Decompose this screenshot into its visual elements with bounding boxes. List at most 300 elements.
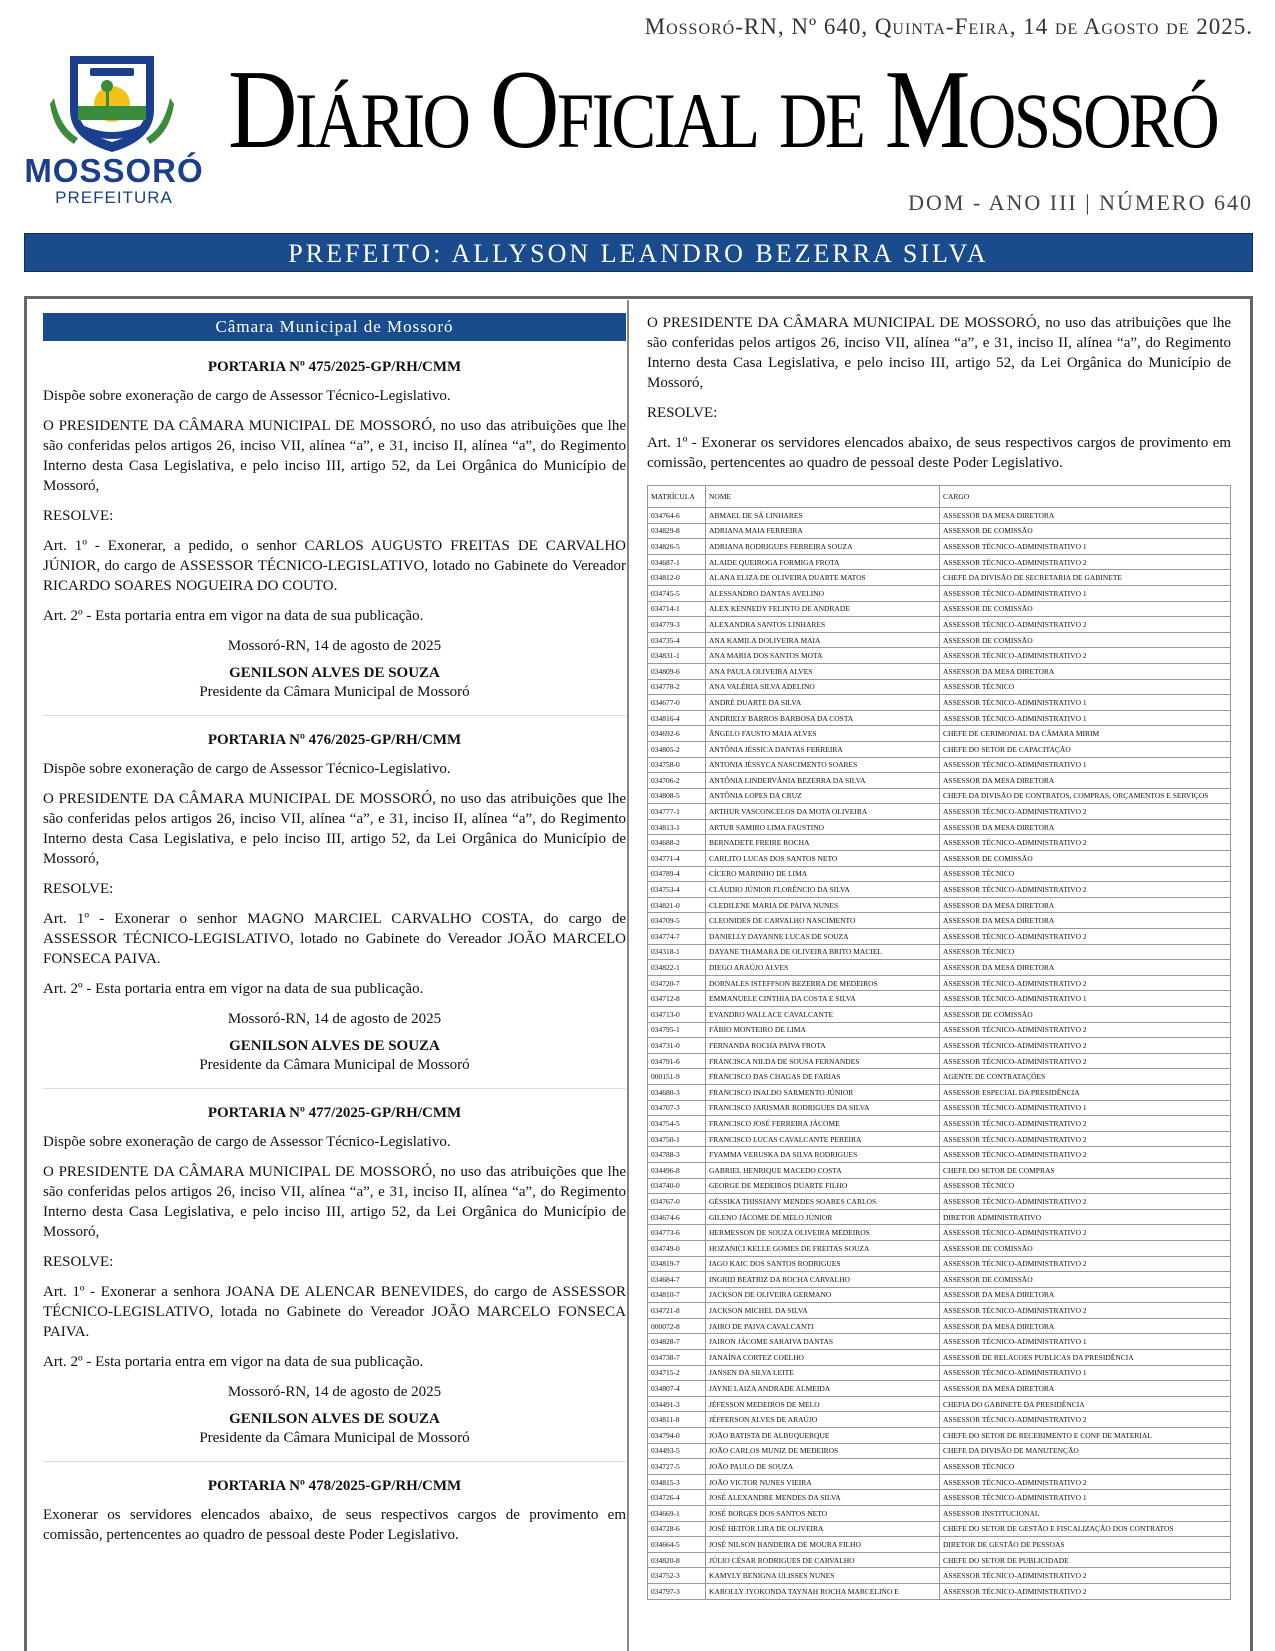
table-row: [648, 1552, 1231, 1568]
nome-cell: CLEONIDES DE CARVALHO NASCIMENTO: [706, 913, 940, 929]
cargo-cell: CHEFE DO SETOR DE RECEBIMENTO E CONF DE MATERIAL: [940, 1428, 1231, 1444]
cargo-cell: ASSESSOR TÉCNICO-ADMINISTRATIVO 1: [940, 585, 1231, 601]
matricula-cell: 034713-0: [648, 1007, 706, 1023]
table-row: [648, 944, 1231, 960]
cargo-cell: ASSESSOR TÉCNICO-ADMINISTRATIVO 2: [940, 554, 1231, 570]
portaria-476: [43, 715, 626, 1074]
nome-cell: FRANCISCO JOSÉ FERREIRA JÁCOME: [706, 1116, 940, 1132]
matricula-cell: 034797-3: [648, 1583, 706, 1599]
nome-cell: ADRIANA MAIA FERREIRA: [706, 523, 940, 539]
matricula-cell: 034820-8: [648, 1552, 706, 1568]
cargo-cell: ASSESSOR TÉCNICO-ADMINISTRATIVO 2: [940, 1412, 1231, 1428]
cargo-cell: ASSESSOR DA MESA DIRETORA: [940, 819, 1231, 835]
cargo-cell: ASSESSOR TÉCNICO-ADMINISTRATIVO 2: [940, 1256, 1231, 1272]
nome-cell: HERMESSON DE SOUZA OLIVEIRA MEDEIROS: [706, 1225, 940, 1241]
matricula-cell: 034826-5: [648, 539, 706, 555]
cargo-cell: ASSESSOR TÉCNICO-ADMINISTRATIVO 2: [940, 1568, 1231, 1584]
matricula-cell: 034715-2: [648, 1365, 706, 1381]
cargo-cell: ASSESSOR DE COMISSÃO: [940, 632, 1231, 648]
logo-city-name: MOSSORÓ: [24, 152, 204, 189]
nome-cell: JÉFESSON MEDEIROS DE MELO: [706, 1396, 940, 1412]
matricula-cell: 034795-1: [648, 1022, 706, 1038]
matricula-cell: 034728-6: [648, 1521, 706, 1537]
cargo-cell: ASSESSOR DA MESA DIRETORA: [940, 1287, 1231, 1303]
matricula-cell: 034318-1: [648, 944, 706, 960]
matricula-cell: 034692-6: [648, 726, 706, 742]
nome-cell: JAYNE LAIZA ANDRADE ALMEIDA: [706, 1381, 940, 1397]
nome-cell: JOÃO VICTOR NUNES VIEIRA: [706, 1474, 940, 1490]
nome-cell: FRANCISCO LUCAS CAVALCANTE PEREIRA: [706, 1131, 940, 1147]
matricula-cell: 034687-1: [648, 554, 706, 570]
column-header-matricula: MATRÍCULA: [648, 486, 706, 508]
table-header-row: [648, 486, 1231, 508]
nome-cell: DIEGO ARAÚJO ALVES: [706, 960, 940, 976]
matricula-cell: 034752-3: [648, 1568, 706, 1584]
cargo-cell: ASSESSOR TÉCNICO-ADMINISTRATIVO 2: [940, 929, 1231, 945]
matricula-cell: 034821-0: [648, 897, 706, 913]
nome-cell: FRANCISCA NILDA DE SOUSA FERNANDES: [706, 1053, 940, 1069]
portaria-signer: GENILSON ALVES DE SOUZA: [229, 1038, 440, 1054]
table-row: [648, 1256, 1231, 1272]
portaria-art1: Art. 1º - Exonerar a senhora JOANA DE ALENCAR BENEVIDES, do cargo de ASSESSOR TÉCNICO-LEGISLATIVO, lotada no Gabinete do Vereador JOÃO MARCELO FONSECA PAIVA.: [43, 1284, 626, 1340]
coat-of-arms-icon: [50, 48, 174, 158]
cargo-cell: ASSESSOR DE COMISSÃO: [940, 601, 1231, 617]
matricula-cell: 034810-7: [648, 1287, 706, 1303]
matricula-cell: 034674-6: [648, 1209, 706, 1225]
matricula-cell: 034805-2: [648, 741, 706, 757]
table-row: [648, 897, 1231, 913]
portaria-475: [43, 359, 626, 701]
matricula-cell: 034815-3: [648, 1474, 706, 1490]
cargo-cell: CHEFE DA DIVISÃO DE CONTRATOS, COMPRAS, ORÇAMENTOS E SERVIÇOS: [940, 788, 1231, 804]
nome-cell: GABRIEL HENRIQUE MACEDO COSTA: [706, 1162, 940, 1178]
nome-cell: BERNADETE FREIRE ROCHA: [706, 835, 940, 851]
portaria-date: Mossoró-RN, 14 de agosto de 2025: [227, 638, 442, 654]
cargo-cell: ASSESSOR TÉCNICO-ADMINISTRATIVO 1: [940, 1365, 1231, 1381]
portaria-title: PORTARIA Nº 475/2025-GP/RH/CMM: [207, 359, 462, 375]
nome-cell: ANTONIA JÉSSYCA NASCIMENTO SOARES: [706, 757, 940, 773]
nome-cell: FÁBIO MONTEIRO DE LIMA: [706, 1022, 940, 1038]
nome-cell: IAGO KAIC DOS SANTOS RODRIGUES: [706, 1256, 940, 1272]
nome-cell: FYAMMA VERUSKA DA SILVA RODRIGUES: [706, 1147, 940, 1163]
matricula-cell: 034669-1: [648, 1506, 706, 1522]
matricula-cell: 034677-0: [648, 695, 706, 711]
cargo-cell: ASSESSOR TÉCNICO-ADMINISTRATIVO 2: [940, 1053, 1231, 1069]
table-row: [648, 1209, 1231, 1225]
portaria-title: PORTARIA Nº 476/2025-GP/RH/CMM: [207, 732, 462, 748]
nome-cell: INGRID BEATRIZ DA ROCHA CARVALHO: [706, 1272, 940, 1288]
table-row: [648, 695, 1231, 711]
table-row: [648, 1506, 1231, 1522]
nome-cell: JOÃO BATISTA DE ALBUQUERQUE: [706, 1428, 940, 1444]
table-row: [648, 741, 1231, 757]
table-row: [648, 710, 1231, 726]
cargo-cell: ASSESSOR DA MESA DIRETORA: [940, 913, 1231, 929]
cargo-cell: ASSESSOR TÉCNICO-ADMINISTRATIVO 2: [940, 804, 1231, 820]
cargo-cell: ASSESSOR TÉCNICO: [940, 679, 1231, 695]
nome-cell: ALESSANDRO DANTAS AVELINO: [706, 585, 940, 601]
table-row: [648, 554, 1231, 570]
portaria-date: Mossoró-RN, 14 de agosto de 2025: [227, 1384, 442, 1400]
cargo-cell: CHEFE DO SETOR DE COMPRAS: [940, 1162, 1231, 1178]
portaria-477: [43, 1088, 626, 1447]
nome-cell: DAYANE THAMARA DE OLIVEIRA BRITO MACIEL: [706, 944, 940, 960]
nome-cell: ALEX KENNEDY FELINTO DE ANDRADE: [706, 601, 940, 617]
table-row: [648, 1225, 1231, 1241]
portaria-signer: GENILSON ALVES DE SOUZA: [229, 1411, 440, 1427]
nome-cell: JANAÍNA CORTEZ COELHO: [706, 1350, 940, 1366]
right-column: [647, 313, 1231, 1600]
matricula-cell: 034753-4: [648, 882, 706, 898]
nome-cell: CLEDILENE MARIA DE PAIVA NUNES: [706, 897, 940, 913]
cargo-cell: AGENTE DE CONTRATAÇÕES: [940, 1069, 1231, 1085]
matricula-cell: 034829-8: [648, 523, 706, 539]
nome-cell: GEORGE DE MEDEIROS DUARTE FILHO: [706, 1178, 940, 1194]
cargo-cell: ASSESSOR TÉCNICO-ADMINISTRATIVO 2: [940, 1194, 1231, 1210]
table-row: [648, 835, 1231, 851]
nome-cell: JOSÉ BORGES DOS SANTOS NETO: [706, 1506, 940, 1522]
nome-cell: ÂNGELO FAUSTO MAIA ALVES: [706, 726, 940, 742]
cargo-cell: ASSESSOR TÉCNICO-ADMINISTRATIVO 2: [940, 975, 1231, 991]
nome-cell: ANA VALÉRIA SILVA ADELINO: [706, 679, 940, 695]
cargo-cell: ASSESSOR DA MESA DIRETORA: [940, 897, 1231, 913]
table-row: [648, 1521, 1231, 1537]
portaria-title: PORTARIA Nº 478/2025-GP/RH/CMM: [207, 1478, 462, 1494]
matricula-cell: 034789-4: [648, 866, 706, 882]
cargo-cell: ASSESSOR DA MESA DIRETORA: [940, 773, 1231, 789]
portaria-signer-role: Presidente da Câmara Municipal de Mossoró: [199, 1430, 470, 1446]
table-row: [648, 539, 1231, 555]
table-row: [648, 1116, 1231, 1132]
nome-cell: ANTÔNIA JÉSSICA DANTAS FERREIRA: [706, 741, 940, 757]
table-row: [648, 991, 1231, 1007]
nome-cell: CÍCERO MARINHO DE LIMA: [706, 866, 940, 882]
nome-cell: FRANCISCO JARISMAR RODRIGUES DA SILVA: [706, 1100, 940, 1116]
portaria-art2: Art. 2º - Esta portaria entra em vigor na data de sua publicação.: [43, 1354, 424, 1370]
table-row: [648, 648, 1231, 664]
nome-cell: JAIRO DE PAIVA CAVALCANTI: [706, 1318, 940, 1334]
table-row: [648, 1568, 1231, 1584]
cargo-cell: ASSESSOR DE COMISSÃO: [940, 851, 1231, 867]
portaria-art1: Art. 1º - Exonerar os servidores elencados abaixo, de seus respectivos cargos de provimento em comissão, pertencentes ao quadro de pessoal deste Poder Legislativo.: [647, 435, 1231, 471]
matricula-cell: 034749-0: [648, 1240, 706, 1256]
cargo-cell: ASSESSOR TÉCNICO-ADMINISTRATIVO 1: [940, 695, 1231, 711]
portaria-signer-role: Presidente da Câmara Municipal de Mossoró: [199, 684, 470, 700]
table-row: [648, 1022, 1231, 1038]
cargo-cell: DIRETOR DE GESTÃO DE PESSOAS: [940, 1537, 1231, 1553]
matricula-cell: 034735-4: [648, 632, 706, 648]
nome-cell: JOSÉ HEITOR LIRA DE OLIVEIRA: [706, 1521, 940, 1537]
nome-cell: GÉSSIKA THISSIANY MENDES SOARES CARLOS: [706, 1194, 940, 1210]
table-row: [648, 1474, 1231, 1490]
nome-cell: JÉFFERSON ALVES DE ARAÚJO: [706, 1412, 940, 1428]
matricula-cell: 034491-3: [648, 1396, 706, 1412]
table-row: [648, 1007, 1231, 1023]
cargo-cell: ASSESSOR TÉCNICO-ADMINISTRATIVO 2: [940, 1583, 1231, 1599]
matricula-cell: 034767-0: [648, 1194, 706, 1210]
table-row: [648, 523, 1231, 539]
cargo-cell: DIRETOR ADMINISTRATIVO: [940, 1209, 1231, 1225]
prefeitura-logo: [24, 48, 204, 208]
cargo-cell: ASSESSOR DE COMISSÃO: [940, 523, 1231, 539]
cargo-cell: ASSESSOR TÉCNICO-ADMINISTRATIVO 1: [940, 757, 1231, 773]
cargo-cell: ASSESSOR DE RELACOES PUBLICAS DA PRESIDÊNCIA: [940, 1350, 1231, 1366]
matricula-cell: 034809-6: [648, 663, 706, 679]
nome-cell: ARTUR SAMIRO LIMA FAUSTINO: [706, 819, 940, 835]
matricula-cell: 034707-3: [648, 1100, 706, 1116]
portaria-ementa: Dispõe sobre exoneração de cargo de Assessor Técnico-Legislativo.: [43, 388, 451, 404]
nome-cell: GILENO JÁCOME DE MELO JÚNIOR: [706, 1209, 940, 1225]
portaria-resolve: RESOLVE:: [43, 881, 114, 897]
table-row: [648, 819, 1231, 835]
table-row: [648, 913, 1231, 929]
matricula-cell: 034706-2: [648, 773, 706, 789]
matricula-cell: 034791-6: [648, 1053, 706, 1069]
matricula-cell: 034493-5: [648, 1443, 706, 1459]
newspaper-masthead: Diário Oficial de Mossoró: [228, 48, 1218, 172]
cargo-cell: ASSESSOR TÉCNICO: [940, 1459, 1231, 1475]
portaria-resolve: RESOLVE:: [43, 508, 114, 524]
matricula-cell: 034828-7: [648, 1334, 706, 1350]
cargo-cell: ASSESSOR TÉCNICO-ADMINISTRATIVO 1: [940, 710, 1231, 726]
cargo-cell: ASSESSOR TÉCNICO-ADMINISTRATIVO 2: [940, 1022, 1231, 1038]
nome-cell: KAROLLY JYOKONDA TAYNAH ROCHA MARCELINO E: [706, 1583, 940, 1599]
portaria-art2: Art. 2º - Esta portaria entra em vigor na data de sua publicação.: [43, 981, 424, 997]
table-row: [648, 1084, 1231, 1100]
nome-cell: JÚLIO CÉSAR RODRIGUES DE CARVALHO: [706, 1552, 940, 1568]
nome-cell: JACKSON MICHEL DA SILVA: [706, 1303, 940, 1319]
matricula-cell: 034664-5: [648, 1537, 706, 1553]
table-row: [648, 1459, 1231, 1475]
table-row: [648, 851, 1231, 867]
column-header-nome: NOME: [706, 486, 940, 508]
cargo-cell: ASSESSOR TÉCNICO-ADMINISTRATIVO 2: [940, 1131, 1231, 1147]
cargo-cell: ASSESSOR DA MESA DIRETORA: [940, 960, 1231, 976]
cargo-cell: ASSESSOR DE COMISSÃO: [940, 1272, 1231, 1288]
table-row: [648, 1100, 1231, 1116]
nome-cell: ANTÔNIA LOPES DA CRUZ: [706, 788, 940, 804]
nome-cell: JOÃO PAULO DE SOUZA: [706, 1459, 940, 1475]
matricula-cell: 034680-3: [648, 1084, 706, 1100]
portaria-art2: Art. 2º - Esta portaria entra em vigor na data de sua publicação.: [43, 608, 424, 624]
portaria-ementa: Dispõe sobre exoneração de cargo de Assessor Técnico-Legislativo.: [43, 1134, 451, 1150]
servers-table: [647, 485, 1231, 1600]
table-row: [648, 632, 1231, 648]
cargo-cell: ASSESSOR INSTITUCIONAL: [940, 1506, 1231, 1522]
matricula-cell: 034831-1: [648, 648, 706, 664]
matricula-cell: 034774-7: [648, 929, 706, 945]
matricula-cell: 034778-2: [648, 679, 706, 695]
nome-cell: FRANCISCO DAS CHAGAS DE FARIAS: [706, 1069, 940, 1085]
matricula-cell: 034822-1: [648, 960, 706, 976]
table-row: [648, 1131, 1231, 1147]
nome-cell: HOZANICI KELLE GOMES DE FREITAS SOUZA: [706, 1240, 940, 1256]
cargo-cell: CHEFE DO SETOR DE GESTÃO E FISCALIZAÇÃO DOS CONTRATOS: [940, 1521, 1231, 1537]
portaria-resolve: RESOLVE:: [43, 1254, 114, 1270]
table-row: [648, 1350, 1231, 1366]
matricula-cell: 034779-3: [648, 617, 706, 633]
matricula-cell: 034773-6: [648, 1225, 706, 1241]
cargo-cell: CHEFIA DO GABINETE DA PRESIDÊNCIA: [940, 1396, 1231, 1412]
table-row: [648, 508, 1231, 524]
cargo-cell: ASSESSOR TÉCNICO: [940, 944, 1231, 960]
matricula-cell: 034788-3: [648, 1147, 706, 1163]
matricula-cell: 034771-4: [648, 851, 706, 867]
cargo-cell: ASSESSOR TÉCNICO: [940, 1178, 1231, 1194]
nome-cell: FRANCISCO INALDO SARMENTO JÚNIOR: [706, 1084, 940, 1100]
nome-cell: ABMAEL DE SÁ LINHARES: [706, 508, 940, 524]
cargo-cell: ASSESSOR DA MESA DIRETORA: [940, 1318, 1231, 1334]
table-row: [648, 1162, 1231, 1178]
nome-cell: ANDRÉ DUARTE DA SILVA: [706, 695, 940, 711]
matricula-cell: 034731-0: [648, 1038, 706, 1054]
portaria-art1: Art. 1º - Exonerar o senhor MAGNO MARCIEL CARVALHO COSTA, do cargo de ASSESSOR TÉCNICO-LEGISLATIVO, lotado no Gabinete do Vereador JOÃO MARCELO FONSECA PAIVA.: [43, 911, 626, 967]
matricula-cell: 034745-5: [648, 585, 706, 601]
matricula-cell: 034758-0: [648, 757, 706, 773]
table-row: [648, 726, 1231, 742]
table-row: [648, 882, 1231, 898]
table-row: [648, 929, 1231, 945]
cargo-cell: ASSESSOR TÉCNICO-ADMINISTRATIVO 2: [940, 617, 1231, 633]
matricula-cell: 034714-1: [648, 601, 706, 617]
matricula-cell: 000072-8: [648, 1318, 706, 1334]
matricula-cell: 034754-5: [648, 1116, 706, 1132]
portaria-preamble: O PRESIDENTE DA CÂMARA MUNICIPAL DE MOSSORÓ, no uso das atribuições que lhe são conferidas pelos artigos 26, inciso VII, alínea “a”, e 31, inciso II, alínea “a”, do Regimento Interno desta Casa Legislativa, e pelo inciso III, artigo 52, da Lei Orgânica do Município de Mossoró,: [43, 1164, 626, 1240]
matricula-cell: 034740-0: [648, 1178, 706, 1194]
matricula-cell: 034794-0: [648, 1428, 706, 1444]
table-row: [648, 1272, 1231, 1288]
table-row: [648, 663, 1231, 679]
cargo-cell: ASSESSOR TÉCNICO-ADMINISTRATIVO 2: [940, 1474, 1231, 1490]
table-row: [648, 1583, 1231, 1599]
table-row: [648, 1334, 1231, 1350]
table-row: [648, 679, 1231, 695]
portaria-478: [43, 1461, 626, 1545]
matricula-cell: 034816-4: [648, 710, 706, 726]
nome-cell: ARTHUR VASCONCELOS DA MOTA OLIVEIRA: [706, 804, 940, 820]
table-row: [648, 804, 1231, 820]
matricula-cell: 034808-5: [648, 788, 706, 804]
table-row: [648, 1396, 1231, 1412]
portaria-signer-role: Presidente da Câmara Municipal de Mossoró: [199, 1057, 470, 1073]
table-row: [648, 1303, 1231, 1319]
cargo-cell: ASSESSOR TÉCNICO-ADMINISTRATIVO 2: [940, 1225, 1231, 1241]
table-row: [648, 1381, 1231, 1397]
nome-cell: EMMANUELE CINTHIA DA COSTA E SILVA: [706, 991, 940, 1007]
matricula-cell: 034496-8: [648, 1162, 706, 1178]
nome-cell: ALANA ELIZA DE OLIVEIRA DUARTE MATOS: [706, 570, 940, 586]
nome-cell: JOÃO CARLOS MUNIZ DE MEDEIROS: [706, 1443, 940, 1459]
matricula-cell: 034813-1: [648, 819, 706, 835]
cargo-cell: ASSESSOR TÉCNICO-ADMINISTRATIVO 1: [940, 1490, 1231, 1506]
nome-cell: JOSÉ NILSON BANDEIRA DE MOURA FILHO: [706, 1537, 940, 1553]
issue-number-line: DOM - ANO III | NÚMERO 640: [908, 190, 1253, 215]
table-row: [648, 1053, 1231, 1069]
portaria-preamble: O PRESIDENTE DA CÂMARA MUNICIPAL DE MOSSORÓ, no uso das atribuições que lhe são conferidas pelos artigos 26, inciso VII, alínea “a”, e 31, inciso II, alínea “a”, do Regimento Interno desta Casa Legislativa, e pelo inciso III, artigo 52, da Lei Orgânica do Município de Mossoró,: [43, 418, 626, 494]
portaria-preamble: O PRESIDENTE DA CÂMARA MUNICIPAL DE MOSSORÓ, no uso das atribuições que lhe são conferidas pelos artigos 26, inciso VII, alínea “a”, e 31, inciso II, alínea “a”, do Regimento Interno desta Casa Legislativa, e pelo inciso III, artigo 52, da Lei Orgânica do Município de Mossoró,: [647, 315, 1231, 391]
nome-cell: ANA PAULA OLIVEIRA ALVES: [706, 663, 940, 679]
table-row: [648, 1412, 1231, 1428]
edition-date-line: Mossoró-RN, Nº 640, Quinta-Feira, 14 de Agosto de 2025.: [644, 14, 1253, 39]
cargo-cell: ASSESSOR TÉCNICO-ADMINISTRATIVO 1: [940, 539, 1231, 555]
matricula-cell: 034738-7: [648, 1350, 706, 1366]
column-header-cargo: CARGO: [940, 486, 1231, 508]
nome-cell: JOSÉ ALEXANDRE MENDES DA SILVA: [706, 1490, 940, 1506]
matricula-cell: 034750-1: [648, 1131, 706, 1147]
cargo-cell: ASSESSOR TÉCNICO-ADMINISTRATIVO 2: [940, 1038, 1231, 1054]
portaria-signer: GENILSON ALVES DE SOUZA: [229, 665, 440, 681]
cargo-cell: ASSESSOR TÉCNICO-ADMINISTRATIVO 2: [940, 835, 1231, 851]
table-row: [648, 866, 1231, 882]
nome-cell: JANSEN DA SILVA LEITE: [706, 1365, 940, 1381]
table-row: [648, 1443, 1231, 1459]
nome-cell: CARLITO LUCAS DOS SANTOS NETO: [706, 851, 940, 867]
cargo-cell: ASSESSOR DE COMISSÃO: [940, 1240, 1231, 1256]
portaria-title: PORTARIA Nº 477/2025-GP/RH/CMM: [207, 1105, 462, 1121]
table-row: [648, 601, 1231, 617]
cargo-cell: CHEFE DA DIVISÃO DE MANUTENÇÃO: [940, 1443, 1231, 1459]
nome-cell: KAMYLY BENIGNA ULISSES NUNES: [706, 1568, 940, 1584]
nome-cell: CLÁUDIO JÚNIOR FLORÊNCIO DA SILVA: [706, 882, 940, 898]
cargo-cell: ASSESSOR DA MESA DIRETORA: [940, 1381, 1231, 1397]
nome-cell: ANA KAMILA DOLIVEIRA MAIA: [706, 632, 940, 648]
cargo-cell: CHEFE DO SETOR DE PUBLICIDADE: [940, 1552, 1231, 1568]
table-row: [648, 1069, 1231, 1085]
matricula-cell: 034764-6: [648, 508, 706, 524]
table-row: [648, 570, 1231, 586]
column-divider: [627, 300, 629, 1651]
matricula-cell: 034777-1: [648, 804, 706, 820]
table-row: [648, 1287, 1231, 1303]
portaria-resolve: RESOLVE:: [647, 405, 718, 421]
matricula-cell: 034812-0: [648, 570, 706, 586]
nome-cell: ALEXANDRA SANTOS LINHARES: [706, 617, 940, 633]
cargo-cell: ASSESSOR TÉCNICO-ADMINISTRATIVO 2: [940, 1303, 1231, 1319]
cargo-cell: ASSESSOR DA MESA DIRETORA: [940, 508, 1231, 524]
nome-cell: ANA MARIA DOS SANTOS MOTA: [706, 648, 940, 664]
matricula-cell: 034684-7: [648, 1272, 706, 1288]
left-column: [43, 313, 626, 1555]
table-row: [648, 773, 1231, 789]
cargo-cell: ASSESSOR DA MESA DIRETORA: [940, 663, 1231, 679]
logo-subtitle: PREFEITURA: [55, 188, 173, 207]
matricula-cell: 034727-5: [648, 1459, 706, 1475]
servers-table-body: [648, 508, 1231, 1600]
matricula-cell: 034807-4: [648, 1381, 706, 1397]
nome-cell: DORNALES ISTEFFSON BEZERRA DE MEDEIROS: [706, 975, 940, 991]
cargo-cell: ASSESSOR DE COMISSÃO: [940, 1007, 1231, 1023]
cargo-cell: CHEFE DE CERIMONIAL DA CÂMARA MIRIM: [940, 726, 1231, 742]
matricula-cell: 034688-2: [648, 835, 706, 851]
portaria-date: Mossoró-RN, 14 de agosto de 2025: [227, 1011, 442, 1027]
nome-cell: DANIELLY DAYANNE LUCAS DE SOUZA: [706, 929, 940, 945]
table-row: [648, 1147, 1231, 1163]
nome-cell: ANDRIELY BARROS BARBOSA DA COSTA: [706, 710, 940, 726]
table-row: [648, 1038, 1231, 1054]
cargo-cell: ASSESSOR TÉCNICO-ADMINISTRATIVO 2: [940, 648, 1231, 664]
table-row: [648, 757, 1231, 773]
cargo-cell: ASSESSOR TÉCNICO-ADMINISTRATIVO 2: [940, 882, 1231, 898]
portaria-ementa: Dispõe sobre exoneração de cargo de Assessor Técnico-Legislativo.: [43, 761, 451, 777]
matricula-cell: 034709-5: [648, 913, 706, 929]
table-row: [648, 960, 1231, 976]
table-row: [648, 788, 1231, 804]
nome-cell: FERNANDA ROCHA PAIVA FROTA: [706, 1038, 940, 1054]
portaria-preamble: O PRESIDENTE DA CÂMARA MUNICIPAL DE MOSSORÓ, no uso das atribuições que lhe são conferidas pelos artigos 26, inciso VII, alínea “a”, e 31, inciso II, alínea “a”, do Regimento Interno desta Casa Legislativa, e pelo inciso III, artigo 52, da Lei Orgânica do Município de Mossoró,: [43, 791, 626, 867]
table-row: [648, 1365, 1231, 1381]
nome-cell: ADRIANA RODRIGUES FERREIRA SOUZA: [706, 539, 940, 555]
nome-cell: ANTÔNIA LINDERVÂNIA BEZERRA DA SILVA: [706, 773, 940, 789]
